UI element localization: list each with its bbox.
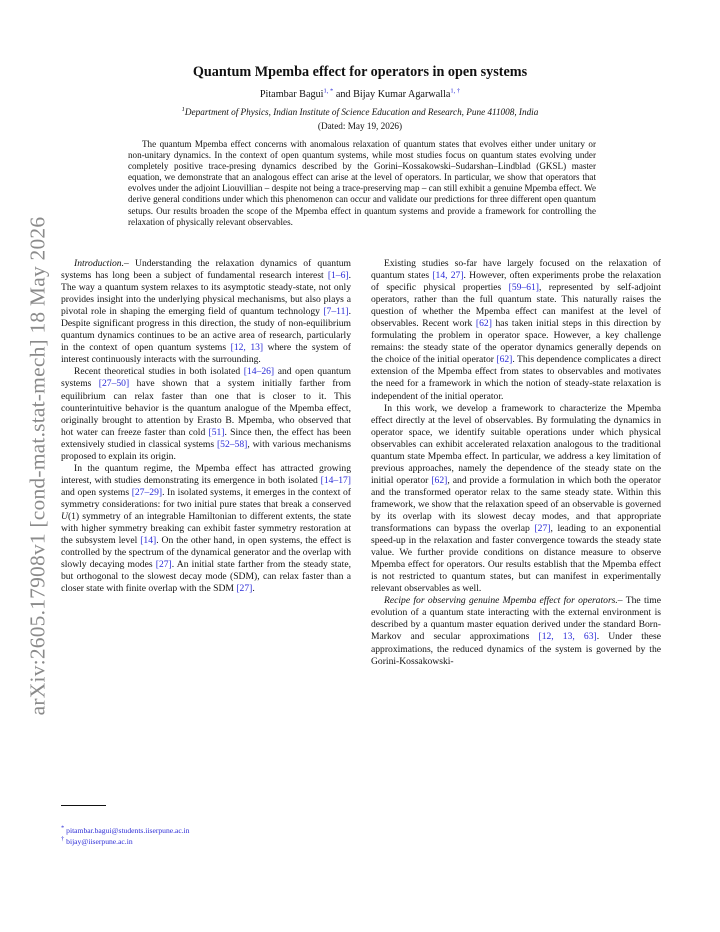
citation-link[interactable]: [52–58] [216,438,248,450]
text-run: Understanding the relaxation dynamics of quantum systems has long been a subject of fundamental research interest [61,258,351,282]
text-run: , represented by self-adjoint operators, rather than the full quantum state. This naturally raises the question of whether the Mpemba effect can manifest at the level of observables. Recent work [371,282,661,330]
text-run: In the quantum regime, the Mpemba effect has attracted growing interest, with studies demonstrating its emergence in both isolated [61,462,351,486]
text-run: (1) symmetry of an integrable Hamiltonian to different extents, the state with higher symmetry breaking can exhibit faster symmetry restoration at the subsystem level [61,510,351,547]
paragraph [61,463,351,596]
affiliation [80,107,640,117]
author-affiliation-mark[interactable]: 1, * [323,87,334,95]
arxiv-stamp-text: arXiv:2605.17908v1 [cond-mat.stat-mech] 18 May 2026 [25,216,50,716]
email-link[interactable]: pitambar.bagui@students.iiserpune.ac.in [66,826,190,835]
text-run: . Under these approximations, the reduced dynamics of the system is governed by the Gorini-Kossakowski- [371,631,662,667]
text-run: . Despite significant progress in this direction, the study of non-equilibrium quantum dynamics continues to be an active area of research, particularly in the context of open quantum systems [61,306,351,354]
text-run: . [252,583,255,595]
email-link[interactable]: bijay@iiserpune.ac.in [66,836,133,846]
text-run: , with various mechanisms proposed to explain its origin. [61,438,351,462]
author-connector: and [333,89,354,100]
citation-link[interactable]: [7–11] [323,306,349,318]
text-run: . The way a quantum system relaxes to its asymptotic steady-state, not only provides insight into the underlying physical mechanisms, but also plays a pivotal role in shaping the emerging field of quantum technology [61,270,351,318]
section-runin-heading: Introduction.– [74,258,129,269]
citation-link[interactable]: [27] [236,583,253,595]
paper-title: Quantum Mpemba effect for operators in open systems [192,64,528,80]
footnote [61,826,190,837]
text-run: The time evolution of a quantum state interacting with the external environment is described by a quantum master equation derived under the standard Born-Markov and secular approximations [371,595,661,643]
author-name: Bijay Kumar Agarwalla [353,89,451,100]
author-name: Pitambar Bagui [259,89,324,100]
citation-link[interactable]: [14, 27] [432,270,464,282]
affiliation-mark: 1 [181,105,185,113]
footnote-mark: † [61,834,65,842]
date-line: (Dated: May 19, 2026) [317,121,403,131]
text-run: . However, often experiments probe the relaxation of specific physical properties [371,270,661,294]
text-run: has taken initial steps in this direction by formulating the problem in operator space. However, a key challenge remains: the steady state of the operator dynamics generally depends on the choice of the initial operator [371,318,661,366]
text-run: . Since then, the effect has been extensively studied in classical systems [61,426,352,450]
text-run: and open systems [61,486,132,498]
citation-link[interactable]: [14] [140,535,157,547]
citation-link[interactable]: [12, 13, 63] [538,631,597,643]
text-run: and open quantum systems [61,366,351,390]
paragraph [371,595,661,667]
text-run: where the system of interest continuously interacts with the surrounding. [61,342,352,366]
text-run: . On the other hand, in open systems, the effect is controlled by the spectrum of the dynamical generator and the overlap with slowly decaying modes [61,535,351,571]
citation-link[interactable]: [27] [534,523,551,535]
citation-link[interactable]: [51] [208,426,225,438]
citation-link[interactable]: [12, 13] [230,342,264,354]
footnotes [61,826,190,847]
paragraph [61,366,351,462]
citation-link[interactable]: [1–6] [327,270,349,282]
text-run: Existing studies so-far have largely focused on the relaxation of quantum states [371,258,661,282]
paragraph [61,258,351,366]
text-run: , and provide a formulation in which both the operator and the transformed operator relax to the same steady state. Within this framework, we show that the relaxation speed of an observable is governed by its overlap with its slowest decay modes, and that appropriate transformations can bypass the overlap [371,474,661,535]
author-affiliation-mark[interactable]: 1, † [450,87,461,95]
citation-link[interactable]: [62] [475,318,492,330]
text-run: . An initial state farther from the steady state, but orthogonal to the slowest decay mode (SDM), can relax faster than a closer state with finite overlap with the SDM [61,559,351,595]
text-run: In this work, we develop a framework to characterize the Mpemba effect directly at the level of observables. By formulating the dynamics in operator space, we identify suitable operations under which physical observables can exhibit accelerated relaxation analogous to the traditional quantum state Mpemba effect. In particular, we address a key limitation of previous approaches, namely the dependence of the steady state on the initial operator [371,402,661,486]
footnote-mark: * [61,824,65,832]
text-run: . This dependence complicates a direct extension of the Mpemba effect from states to observables and motivates the need for a framework in which the notion of steady-state relaxation is independent of the initial operator. [371,354,661,402]
citation-link[interactable]: [27–50] [98,378,130,390]
left-column [61,258,351,595]
affiliation-text: Department of Physics, Indian Institute of Science Education and Research, Pune 411008, India [184,107,539,117]
citation-link[interactable]: [62] [496,354,513,366]
footnote [61,834,190,848]
text-run: , leading to an exponential speed-up in the relaxation and faster convergence towards the steady state value. We further provide conditions on distance measure to observe Mpemba effect for operators. Our results establish that the Mpemba effect is not restricted to quantum states, but can manifest in experimentally relevant observables as well. [371,523,661,595]
citation-link[interactable]: [14–26] [243,366,275,378]
right-column [371,258,661,668]
text-run: . In isolated systems, it emerges in the context of symmetry considerations: for two initial pure states that break a conserved [61,486,351,510]
citation-link[interactable]: [14–17] [320,474,351,486]
citation-link[interactable]: [27] [155,559,172,571]
section-runin-heading: Recipe for observing genuine Mpemba effect for operators.– [384,595,623,607]
citation-link[interactable]: [62] [431,474,448,486]
text-run: have shown that a system initially farther from equilibrium can relax faster than one that is closer to it. This counterintuitive behavior is the quantum analogue of the Mpemba effect, originally brought to attention by Erasto B. Mpemba, who observed that hot water can freeze faster than cold [61,378,351,438]
footnote-divider [61,805,106,806]
paragraph [371,403,661,596]
citation-link[interactable]: [59–61] [508,282,539,294]
text-run: Recent theoretical studies in both isolated [74,366,244,378]
author-list [110,89,610,100]
abstract: The quantum Mpemba effect concerns with anomalous relaxation of quantum states that evolves either under unitary or non-unitary dynamics. In the context of open quantum systems, while most studies focus on quantum states evolving under completely positive trace-presing dynamics described by the Gorini–Kossakowski–Sudarshan–Lindblad (GKSL) master equation, we demonstrate that an analogous effect can arise at the level of operators. In particular, we show that operators that evolves under the adjoint Liouvillian – despite not being a trace-preserving map – can still exhibit a genuine Mpemba effect. We derive general conditions under which this phenomenon can occur and validate our predictions for three different open quantum setups. Our results broaden the scope of the Mpemba effect in quantum systems and provide a framework for controlling the relaxation of physically relevant observables. [128,139,596,227]
paragraph [371,258,661,403]
math-symbol: U [61,510,68,522]
citation-link[interactable]: [27–29] [131,486,163,498]
